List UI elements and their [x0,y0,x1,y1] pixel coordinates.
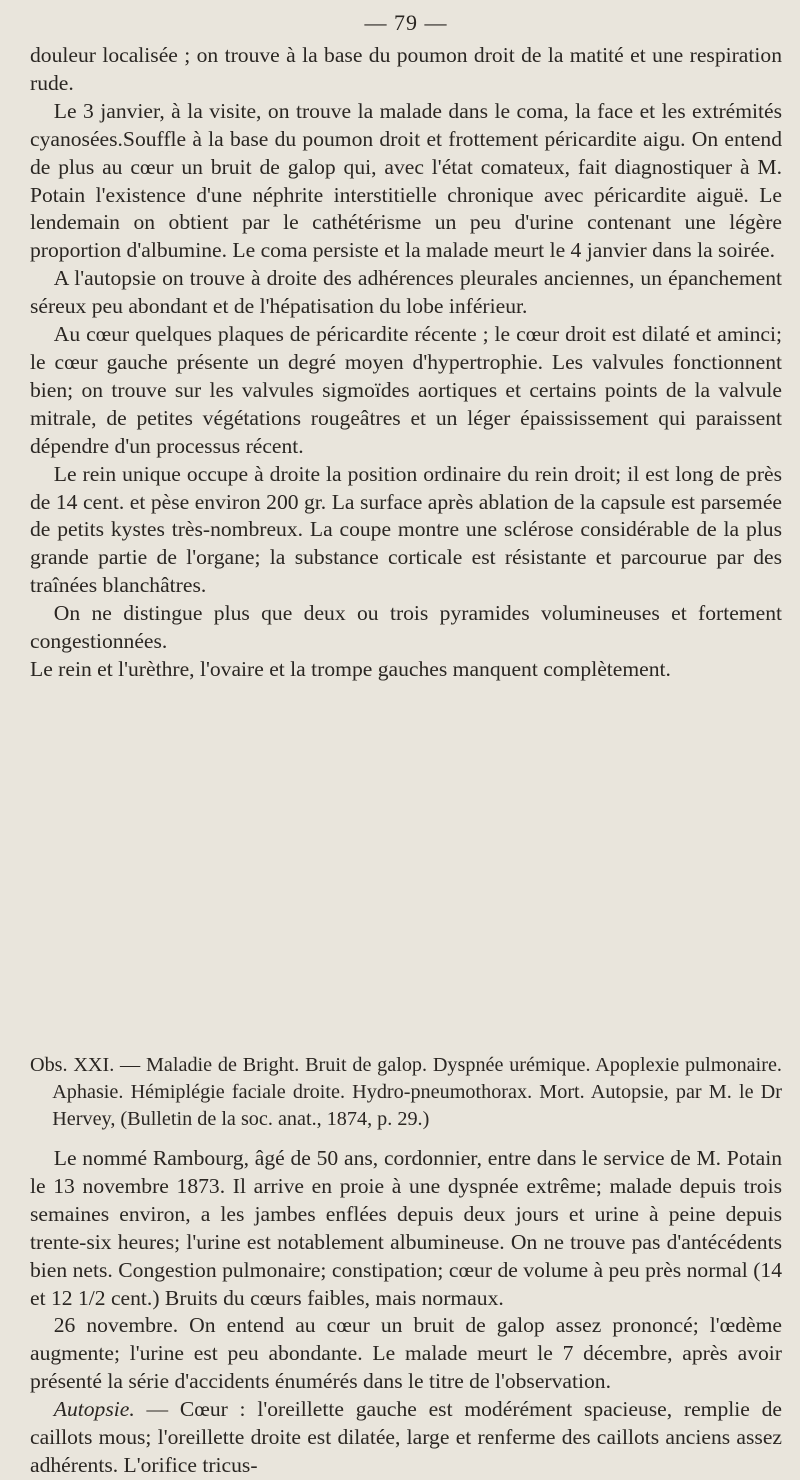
paragraph: Le nommé Rambourg, âgé de 50 ans, cordonnier, entre dans le service de M. Potain le 13 novembre 1873. Il arrive en proie à une dyspnée extrême; malade depuis trois semaines environ, a les jambes enflées depuis deux jours et urine à peine depuis trente-six heures; l'urine est notablement albumineuse. On ne trouve pas d'antécédents bien nets. Congestion pulmonaire; constipation; cœur de volume à peu près normal (14 et 12 1/2 cent.) Bruits du cœurs faibles, mais normaux. [30,1146,782,1310]
observation-label: Obs. XXI. [30,1054,115,1076]
autopsy-label: Autopsie. [53,1397,135,1422]
paragraph: On ne distingue plus que deux ou trois pyramides volumineuses et fortement congestionnées. [30,601,782,654]
autopsy-text: — Cœur : l'oreillette gauche est modérément spacieuse, remplie de caillots mous; l'oreillette droite est dilatée, large et renferme des caillots anciens assez adhérents. L'orifice tricus- [30,1397,782,1477]
autopsy-paragraph [30,1396,782,1480]
main-text [30,42,782,684]
paragraph: Au cœur quelques plaques de péricardite récente ; le cœur droit est dilaté et aminci; le cœur gauche présente un degré moyen d'hypertrophie. Les valvules fonctionnent bien; on trouve sur les valvules sigmoïdes aortiques et certains points de la valvule mitrale, de petites végétations rougeâtres et un léger épaississement qui paraissent dépendre d'un processus récent. [30,322,782,458]
paragraph: 26 novembre. On entend au cœur un bruit de galop assez prononcé; l'œdème augmente; l'urine est peu abondante. Le malade meurt le 7 décembre, après avoir présenté la série d'accidents énumérés dans le titre de l'observation. [30,1313,782,1394]
paragraph: A l'autopsie on trouve à droite des adhérences pleurales anciennes, un épanchement séreux peu abondant et de l'hépatisation du lobe inférieur. [30,266,782,319]
observation-header [30,1052,782,1134]
observation-summary [30,1052,782,1134]
observation-text: — Maladie de Bright. Bruit de galop. Dyspnée urémique. Apoplexie pulmonaire. Aphasie. Hémiplégie faciale droite. Hydro-pneumothorax. Mort. Autopsie, par M. le Dr Hervey, (Bulletin de la soc. anat., 1874, p. 29.) [52,1054,782,1131]
paragraph: Le rein unique occupe à droite la position ordinaire du rein droit; il est long de près de 14 cent. et pèse environ 200 gr. La surface après ablation de la capsule est parsemée de petits kystes très-nombreux. La coupe montre une sclérose considérable de la plus grande partie de l'organe; la substance corticale est résistante et parcourue par des traînées blanchâtres. [30,461,782,598]
paragraph: Le rein et l'urèthre, l'ovaire et la trompe gauches manquent complètement. [30,656,671,681]
page-number: — 79 — [364,10,448,35]
paragraph: Le 3 janvier, à la visite, on trouve la malade dans le coma, la face et les extrémités cyanosées.Souffle à la base du poumon droit et frottement péricardite aigu. On entend de plus au cœur un bruit de galop qui, avec l'état comateux, fait diagnostiquer à M. Potain l'existence d'une néphrite interstitielle chronique avec péricardite aiguë. Le lendemain on obtient par le cathétérisme un peu d'urine contenant une légère proportion d'albumine. Le coma persiste et la malade meurt le 4 janvier dans la soirée. [30,98,782,263]
paragraph: douleur localisée ; on trouve à la base du poumon droit de la matité et une respiration rude. [30,43,782,95]
case-text [30,1145,782,1480]
